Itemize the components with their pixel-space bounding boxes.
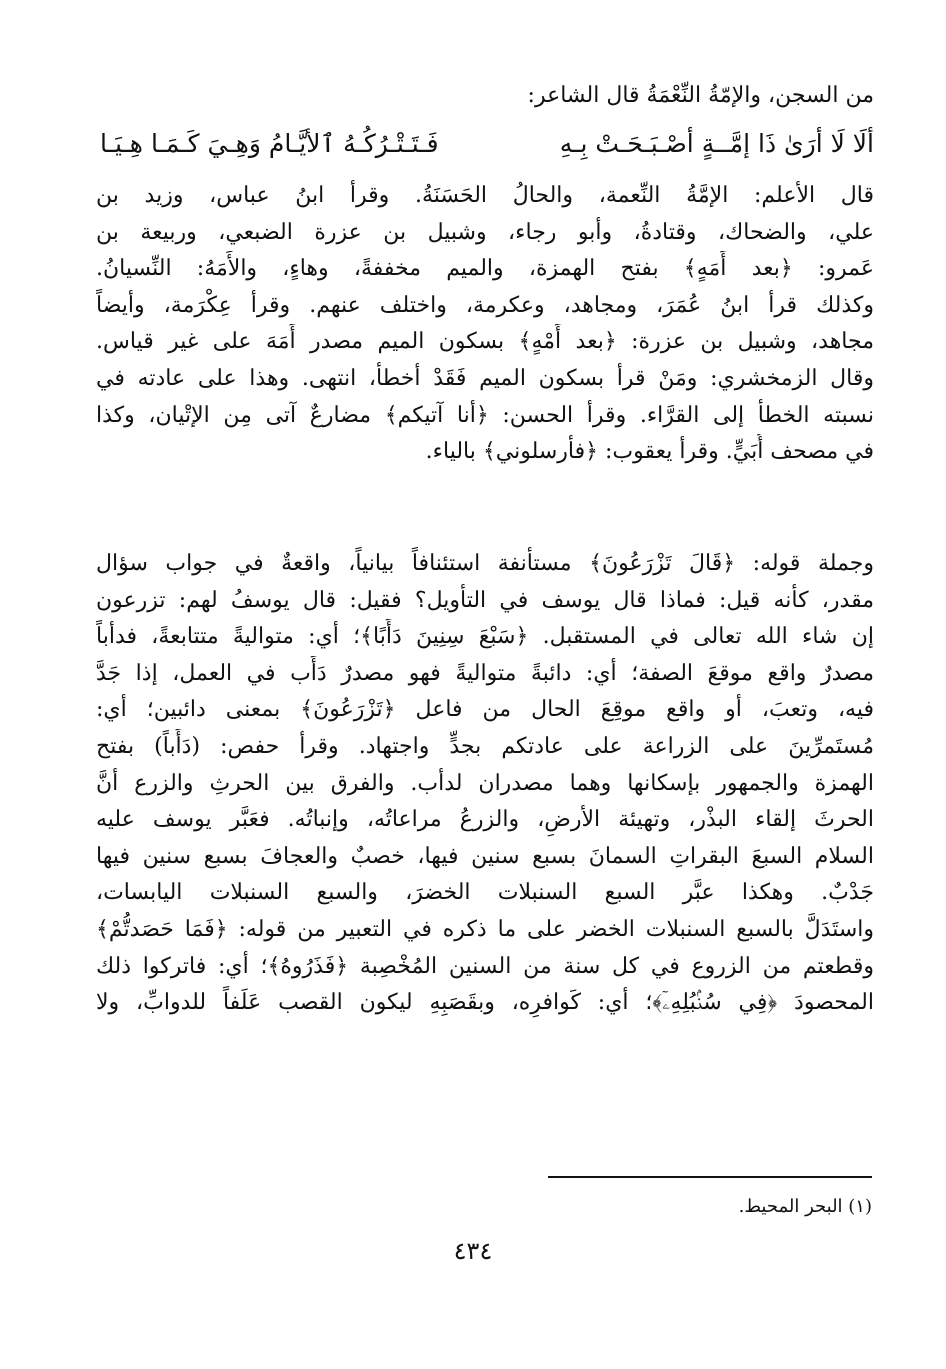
- text-line: جَدْبٌ. وهكذا عبَّر السبع السنبلات الخضرَ، والسبع السنبلات اليابسات،: [96, 880, 874, 906]
- top-line: من السجن، والإمّةُ النِّعْمَةُ قال الشاعر:: [527, 83, 874, 108]
- text-line: الهمزة والجمهور بإسكانها وهما مصدران لدأب. والفرق بين الحرثِ والزرع أنَّ: [96, 770, 874, 796]
- text-line: وقال الزمخشري: ومَنْ قرأ بسكون الميم فَقَدْ أخطأ، انتهى. وهذا على عادته في: [96, 365, 874, 391]
- verse-hemistich-second: فَـتَـتْـرُكُـهُ ٱلأيَّـامُ وَهِـيَ كَـمَـا هِـيَـا: [100, 129, 439, 158]
- poetry-verse: [100, 122, 874, 166]
- paragraph-tafsir-explanation: [96, 546, 874, 1022]
- text-line: في مصحف أُبَيٍّ. وقرأ يعقوب: ﴿فأرسلوني﴾ بالياء.: [425, 439, 874, 465]
- page-number: ٤٣٤: [453, 1237, 493, 1265]
- text-line: مصدرٌ واقع موقعَ الصفة؛ أي: دائبةً متواليةً فهو مصدرٌ دَأَب في العمل، إذا جَدَّ: [96, 660, 874, 686]
- text-line: مجاهد، وشبيل بن عزرة: ﴿بعد أَمْهٍ﴾ بسكون الميم مصدر أَمَهَ على غير قياس.: [96, 329, 874, 355]
- text-line: واستَدَلَّ بالسبع السنبلات الخضر على ما ذكره في التعبير من قوله: ﴿فَمَا حَصَدتُّمْ﴾: [96, 916, 874, 942]
- text-line: مُستَمرِّينَ على الزراعة على عادتكم بجدٍّ واجتهاد. وقرأ حفص: (دَأَباً) بفتح: [96, 733, 874, 759]
- text-line: المحصودَ ﴿فِي سُنۢبُلِهِۦٓ﴾؛ أي: كَوافرِه، وبقَصَبِهِ ليكون القصب عَلَفاً للدوابِّ، ولا: [96, 990, 874, 1016]
- text-line: قال الأعلم: الإمَّةُ النِّعمة، والحالُ الحَسَنَةُ. وقرأ ابنُ عباس، وزيد بن: [96, 183, 874, 208]
- text-line: علي، والضحاك، وقتادةُ، وأبو رجاء، وشبيل بن عزرة الضبعي، وربيعة بن: [96, 219, 874, 245]
- text-line: الحرثَ إلقاء البذْر، وتهيئة الأرضِ، والزرعُ مراعاتُه، وإنباتُه. فعَبَّر يوسف عليه: [96, 807, 874, 833]
- verse-hemistich-first: ألَا لَا أرَىٰ ذَا إمَّــةٍ أصْـبَـحَـتْ بِـهِ: [559, 129, 874, 158]
- text-line: إن شاء الله تعالى في المستقبل. ﴿سَبْعَ سِنِينَ دَأَبًا﴾؛ أي: متواليةً متتابعةً، فدأباً: [96, 624, 874, 650]
- text-line: عَمرو: ﴿بعد أَمَهٍ﴾ بفتح الهمزة، والميم مخففةً، وهاءٍ، والأَمَهُ: النِّسيانُ.: [96, 256, 874, 282]
- text-line: وقطعتم من الزروع في كل سنة من السنين المُخْصِبة ﴿فَذَرُوهُ﴾؛ أي: فاتركوا ذلك: [96, 953, 874, 979]
- text-line: وكذلك قرأ ابنُ عُمَرَ، ومجاهد، وعكرمة، واختلف عنهم. وقرأ عِكْرَمة، وأيضاً: [96, 292, 874, 318]
- text-line: مقدر، كأنه قيل: فماذا قال يوسف في التأويل؟ فقيل: قال يوسفُ لهم: تزرعون: [96, 587, 874, 613]
- text-line: نسبته الخطأ إلى القرَّاء. وقرأ الحسن: ﴿أنا آتيكم﴾ مضارعٌ آتى مِن الإتْيان، وكذا: [96, 402, 874, 428]
- text-line: فيه، وتعبَ، أو واقع موقِعَ الحال من فاعل ﴿تَزْرَعُونَ﴾ بمعنى دائبين؛ أي:: [96, 697, 874, 723]
- footnote-divider: [548, 1176, 872, 1178]
- text-line: السلام السبعَ البقراتِ السمانَ بسبع سنين فيها، خصبٌ والعجافَ بسبع سنين فيها: [96, 843, 874, 869]
- paragraph-commentary-readings: [96, 178, 874, 471]
- text-line: وجملة قوله: ﴿قَالَ تَزْرَعُونَ﴾ مستأنفة استئنافاً بيانياً، واقعةٌ في جواب سؤال: [96, 551, 874, 576]
- top-line-block: [96, 78, 874, 115]
- footnote: (١) البحر المحيط.: [738, 1196, 872, 1217]
